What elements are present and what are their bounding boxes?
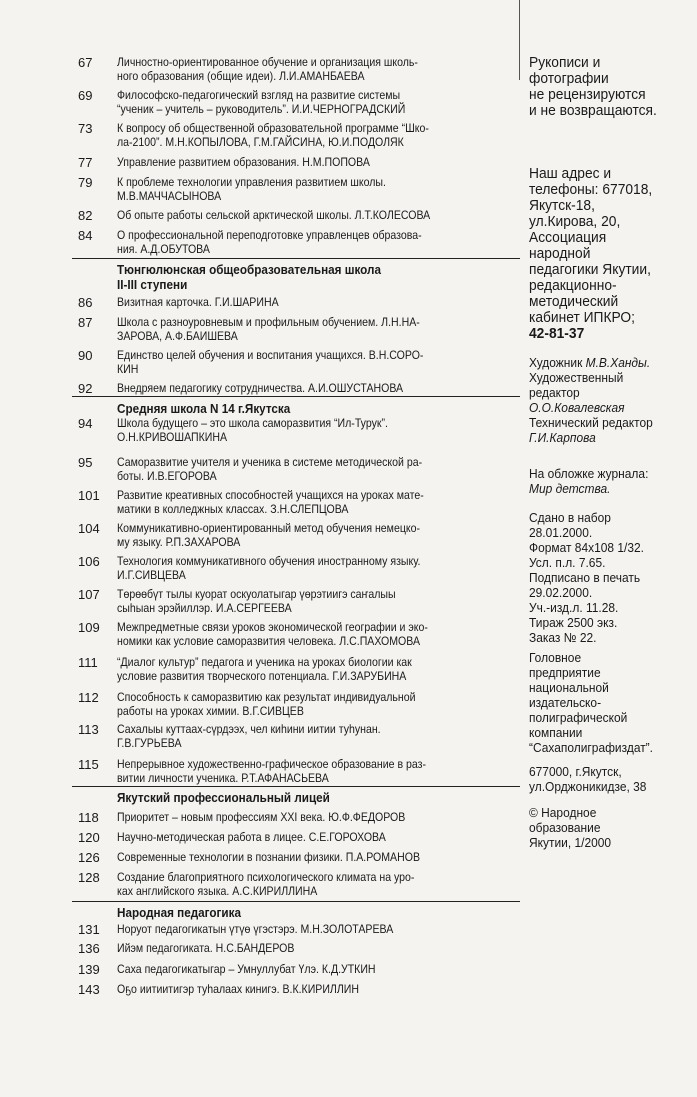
page-number: 107 bbox=[78, 587, 100, 602]
staff-name: Г.И.Карпова bbox=[529, 430, 596, 445]
staff-line bbox=[529, 415, 681, 430]
entry-title bbox=[117, 521, 420, 549]
section-rule bbox=[72, 396, 520, 397]
page-number: 126 bbox=[78, 850, 100, 865]
entry-title-line: Г.В.ГУРЬЕВА bbox=[117, 736, 182, 750]
entry-title bbox=[117, 88, 407, 116]
page-number: 139 bbox=[78, 962, 100, 977]
printer-line: полиграфической bbox=[529, 710, 628, 725]
address-line: Ассоциация bbox=[529, 229, 607, 246]
imprint-line: Усл. п.л. 7.65. bbox=[529, 555, 606, 570]
entry-title-line: Развитие креативных способностей учащихся на уроках мате- bbox=[117, 488, 424, 502]
entry-title-line: условие развития творческого потенциала. Г.И.ЗАРУБИНА bbox=[117, 669, 407, 683]
imprint-line: Уч.-изд.л. 11.28. bbox=[529, 600, 619, 615]
section-title-line: Народная педагогика bbox=[117, 905, 241, 920]
entry-title bbox=[117, 315, 420, 343]
imprint-line: 28.01.2000. bbox=[529, 525, 593, 540]
printer-line: Головное bbox=[529, 650, 582, 665]
entry-title bbox=[117, 416, 407, 444]
entry-title-line: Об опыте работы сельской арктической школы. Л.Т.КОЛЕСОВА bbox=[117, 208, 431, 222]
page-number: 113 bbox=[78, 722, 99, 737]
phone-number: 42-81-37 bbox=[529, 325, 585, 342]
entry-title bbox=[117, 922, 407, 936]
staff-role: Художественный bbox=[529, 370, 624, 385]
section-rule bbox=[72, 901, 520, 902]
page-number: 87 bbox=[78, 315, 93, 330]
notice-line: и не возвращаются. bbox=[529, 102, 657, 119]
printer-info bbox=[529, 650, 681, 755]
imprint-line: 29.02.2000. bbox=[529, 585, 593, 600]
address-line: редакционно- bbox=[529, 277, 617, 294]
entry-title-line: ния. А.Д.ОБУТОВА bbox=[117, 242, 210, 256]
entry-title-line: Технология коммуникативного обучения иностранному языку. bbox=[117, 554, 421, 568]
page-number: 101 bbox=[78, 488, 100, 503]
entry-title-line: Приоритет – новым профессиям XXI века. Ю.Ф.ФЕДОРОВ bbox=[117, 810, 406, 824]
entry-title-line: Визитная карточка. Г.И.ШАРИНА bbox=[117, 295, 279, 309]
staff-line bbox=[529, 430, 681, 445]
entry-title-line: работы на уроках химии. В.Г.СИВЦЕВ bbox=[117, 704, 304, 718]
entry-title bbox=[117, 155, 407, 169]
entry-title-line: Саха педагогикатыгар – Умнуллубат Үлэ. К.Д.УТКИН bbox=[117, 962, 376, 976]
staff-line bbox=[529, 400, 681, 415]
entry-title-line: боты. И.В.ЕГОРОВА bbox=[117, 469, 217, 483]
page-number: 115 bbox=[78, 757, 99, 772]
entry-title-line: Внедряем педагогику сотрудничества. А.И.ОШУСТАНОВА bbox=[117, 381, 404, 395]
imprint-info bbox=[529, 510, 681, 645]
staff-role: Технический редактор bbox=[529, 415, 653, 430]
entry-title bbox=[117, 722, 407, 750]
entry-title bbox=[117, 295, 407, 309]
page-number: 131 bbox=[78, 922, 100, 937]
entry-title-line: Межпредметные связи уроков экономической географии и эко- bbox=[117, 620, 428, 634]
entry-title-line: Способность к саморазвитию как результат индивидуальной bbox=[117, 690, 416, 704]
entry-title bbox=[117, 455, 423, 483]
printer-line: “Сахаполиграфиздат”. bbox=[529, 740, 653, 755]
section-title bbox=[117, 905, 414, 920]
staff-line bbox=[529, 385, 681, 400]
entry-title-line: Научно-методическая работа в лицее. С.Е.ГОРОХОВА bbox=[117, 830, 386, 844]
entry-title-line: Сахалыы куттаах-сүрдээх, чел киһини иитии туһунан. bbox=[117, 722, 381, 736]
entry-title bbox=[117, 870, 415, 898]
address-line: методический bbox=[529, 293, 619, 310]
entry-title bbox=[117, 55, 418, 83]
entry-title bbox=[117, 554, 421, 582]
page-number: 84 bbox=[78, 228, 93, 243]
page-number: 79 bbox=[78, 175, 93, 190]
copyright-line: Якутии, 1/2000 bbox=[529, 835, 612, 850]
entry-title-line: “Диалог культур” педагога и ученика на уроках биологии как bbox=[117, 655, 412, 669]
imprint-line: Сдано в набор bbox=[529, 510, 611, 525]
entry-title bbox=[117, 655, 412, 683]
entry-title-line: Единство целей обучения и воспитания учащихся. В.Н.СОРО- bbox=[117, 348, 424, 362]
entry-title-line: К вопросу об общественной образовательной программе “Шко- bbox=[117, 121, 429, 135]
entry-title-line: Коммуникативно-ориентированный метод обучения немецко- bbox=[117, 521, 420, 535]
page-number: 94 bbox=[78, 416, 93, 431]
section-title-line: II-III ступени bbox=[117, 277, 188, 292]
page-number: 112 bbox=[78, 690, 99, 705]
entry-title-line: Норуот педагогикатын үтүө үгэстэрэ. М.Н.ЗОЛОТАРЕВА bbox=[117, 922, 394, 936]
page-number: 118 bbox=[78, 810, 99, 825]
staff-credits bbox=[529, 355, 681, 445]
entry-title-line: ного образования (общие идеи). Л.И.АМАНБАЕВА bbox=[117, 69, 365, 83]
entry-title-line: ЗАРОВА, А.Ф.БАИШЕВА bbox=[117, 329, 238, 343]
imprint-line: Заказ № 22. bbox=[529, 630, 597, 645]
page-number: 104 bbox=[78, 521, 100, 536]
entry-title-line: КИН bbox=[117, 362, 139, 376]
section-title-line: Средняя школа N 14 г.Якутска bbox=[117, 401, 291, 416]
entry-title bbox=[117, 830, 407, 844]
entry-title-line: Төрөөбүт тылы куорат оскуолатыгар үөрэтиигэ саҥалыы bbox=[117, 587, 396, 601]
page-number: 120 bbox=[78, 830, 100, 845]
page-number: 136 bbox=[78, 941, 100, 956]
section-title-line: Якутский профессиональный лицей bbox=[117, 790, 330, 805]
section-title-line: Тюнгюлюнская общеобразовательная школа bbox=[117, 262, 381, 277]
entry-title bbox=[117, 810, 407, 824]
imprint-line: Подписано в печать bbox=[529, 570, 641, 585]
printer-line: национальной bbox=[529, 680, 609, 695]
address-line: кабинет ИПКРО; bbox=[529, 309, 635, 326]
copyright-notice bbox=[529, 805, 681, 850]
address-line: Якутск-18, bbox=[529, 197, 595, 214]
entry-title-line: И.Г.СИВЦЕВА bbox=[117, 568, 186, 582]
address-line: Наш адрес и bbox=[529, 165, 612, 182]
entry-title-line: ла-2100”. М.Н.КОПЫЛОВА, Г.М.ГАЙСИНА, Ю.И.ПОДОЛЯК bbox=[117, 135, 404, 149]
cover-title: Мир детства. bbox=[529, 481, 611, 496]
entry-title-line: М.В.МАЧЧАСЫНОВА bbox=[117, 189, 222, 203]
entry-title-line: номики как условие саморазвития человека. Л.С.ПАХОМОВА bbox=[117, 634, 421, 648]
staff-line bbox=[529, 370, 681, 385]
entry-title bbox=[117, 488, 424, 516]
staff-role: Художник bbox=[529, 355, 586, 370]
entry-title bbox=[117, 381, 407, 395]
printer-address-line: ул.Орджоникидзе, 38 bbox=[529, 779, 647, 794]
entry-title bbox=[117, 690, 416, 718]
section-title bbox=[117, 790, 414, 805]
notice-line: фотографии bbox=[529, 70, 609, 87]
notice-line: не рецензируются bbox=[529, 86, 646, 103]
entry-title-line: Современные технологии в познании физики. П.А.РОМАНОВ bbox=[117, 850, 420, 864]
entry-title bbox=[117, 757, 426, 785]
page-number: 109 bbox=[78, 620, 100, 635]
page-number: 106 bbox=[78, 554, 100, 569]
entry-title-line: Непрерывное художественно-графическое образование в раз- bbox=[117, 757, 426, 771]
entry-title-line: “ученик – учитель – руководитель”. И.И.ЧЕРНОГРАДСКИЙ bbox=[117, 102, 406, 116]
manuscripts-notice bbox=[529, 55, 681, 119]
printer-line: предприятие bbox=[529, 665, 601, 680]
staff-role: редактор bbox=[529, 385, 580, 400]
section-title bbox=[117, 262, 414, 292]
page-number: 92 bbox=[78, 381, 93, 396]
entry-title-line: ках английского языка. А.С.КИРИЛЛИНА bbox=[117, 884, 318, 898]
printer-line: компании bbox=[529, 725, 583, 740]
entry-title-line: Саморазвитие учителя и ученика в системе методической ра- bbox=[117, 455, 423, 469]
entry-title-line: Личностно-ориентированное обучение и организация школь- bbox=[117, 55, 418, 69]
entry-title-line: Оҕо иитиитигэр туһалаах кинигэ. В.К.КИРИЛЛИН bbox=[117, 982, 360, 996]
imprint-line: Формат 84x108 1/32. bbox=[529, 540, 644, 555]
address-line: телефоны: 677018, bbox=[529, 181, 653, 198]
entry-title-line: Управление развитием образования. Н.М.ПОПОВА bbox=[117, 155, 370, 169]
page-number: 128 bbox=[78, 870, 100, 885]
entry-title-line: Философско-педагогический взгляд на развитие системы bbox=[117, 88, 401, 102]
section-title bbox=[117, 401, 414, 416]
entry-title-line: сыһыан эрэйиллэр. И.А.СЕРГЕЕВА bbox=[117, 601, 292, 615]
staff-line bbox=[529, 355, 681, 370]
editorial-address bbox=[529, 166, 681, 342]
notice-line: Рукописи и bbox=[529, 54, 601, 71]
page-number: 67 bbox=[78, 55, 93, 70]
page-number: 143 bbox=[78, 982, 100, 997]
staff-name: О.О.Ковалевская bbox=[529, 400, 625, 415]
entry-title-line: му языку. Р.П.ЗАХАРОВА bbox=[117, 535, 241, 549]
page-number: 73 bbox=[78, 121, 93, 136]
entry-title bbox=[117, 175, 407, 203]
page-number: 82 bbox=[78, 208, 93, 223]
copyright-line: © Народное bbox=[529, 805, 597, 820]
page-number: 86 bbox=[78, 295, 93, 310]
entry-title bbox=[117, 228, 422, 256]
page-number: 111 bbox=[78, 655, 98, 670]
address-line: педагогики Якутии, bbox=[529, 261, 651, 278]
printer-address-line: 677000, г.Якутск, bbox=[529, 764, 622, 779]
column-divider bbox=[519, 0, 520, 80]
entry-title-line: Создание благоприятного психологического климата на уро- bbox=[117, 870, 415, 884]
page-number: 95 bbox=[78, 455, 93, 470]
cover-label: На обложке журнала: bbox=[529, 466, 649, 481]
cover-note bbox=[529, 466, 681, 496]
address-line: ул.Кирова, 20, bbox=[529, 213, 621, 230]
entry-title bbox=[117, 962, 407, 976]
entry-title bbox=[117, 620, 428, 648]
entry-title-line: матики в колледжных классах. З.Н.СЛЕПЦОВА bbox=[117, 502, 349, 516]
entry-title bbox=[117, 348, 424, 376]
entry-title-line: О.Н.КРИВОШАПКИНА bbox=[117, 430, 228, 444]
address-line: народной bbox=[529, 245, 591, 262]
entry-title-line: Ийэм педагогиката. Н.С.БАНДЕРОВ bbox=[117, 941, 295, 955]
entry-title-line: Школа с разноуровневым и профильным обучением. Л.Н.НА- bbox=[117, 315, 420, 329]
entry-title bbox=[117, 941, 407, 955]
printer-address bbox=[529, 764, 681, 794]
entry-title-line: К проблеме технологии управления развитием школы. bbox=[117, 175, 386, 189]
entry-title bbox=[117, 587, 407, 615]
page-number: 90 bbox=[78, 348, 93, 363]
entry-title bbox=[117, 121, 429, 149]
entry-title-line: О профессиональной переподготовке управленцев образова- bbox=[117, 228, 422, 242]
entry-title-line: Школа будущего – это школа саморазвития “Ил-Турук”. bbox=[117, 416, 388, 430]
section-rule bbox=[72, 258, 520, 259]
entry-title bbox=[117, 982, 407, 996]
staff-name: М.В.Ханды. bbox=[585, 355, 651, 370]
page-number: 69 bbox=[78, 88, 93, 103]
imprint-line: Тираж 2500 экз. bbox=[529, 615, 618, 630]
printer-line: издательско- bbox=[529, 695, 602, 710]
entry-title-line: витии личности ученика. Р.Т.АФАНАСЬЕВА bbox=[117, 771, 329, 785]
section-rule bbox=[72, 786, 520, 787]
entry-title bbox=[117, 850, 420, 864]
page-number: 77 bbox=[78, 155, 93, 170]
entry-title bbox=[117, 208, 431, 222]
copyright-line: образование bbox=[529, 820, 601, 835]
